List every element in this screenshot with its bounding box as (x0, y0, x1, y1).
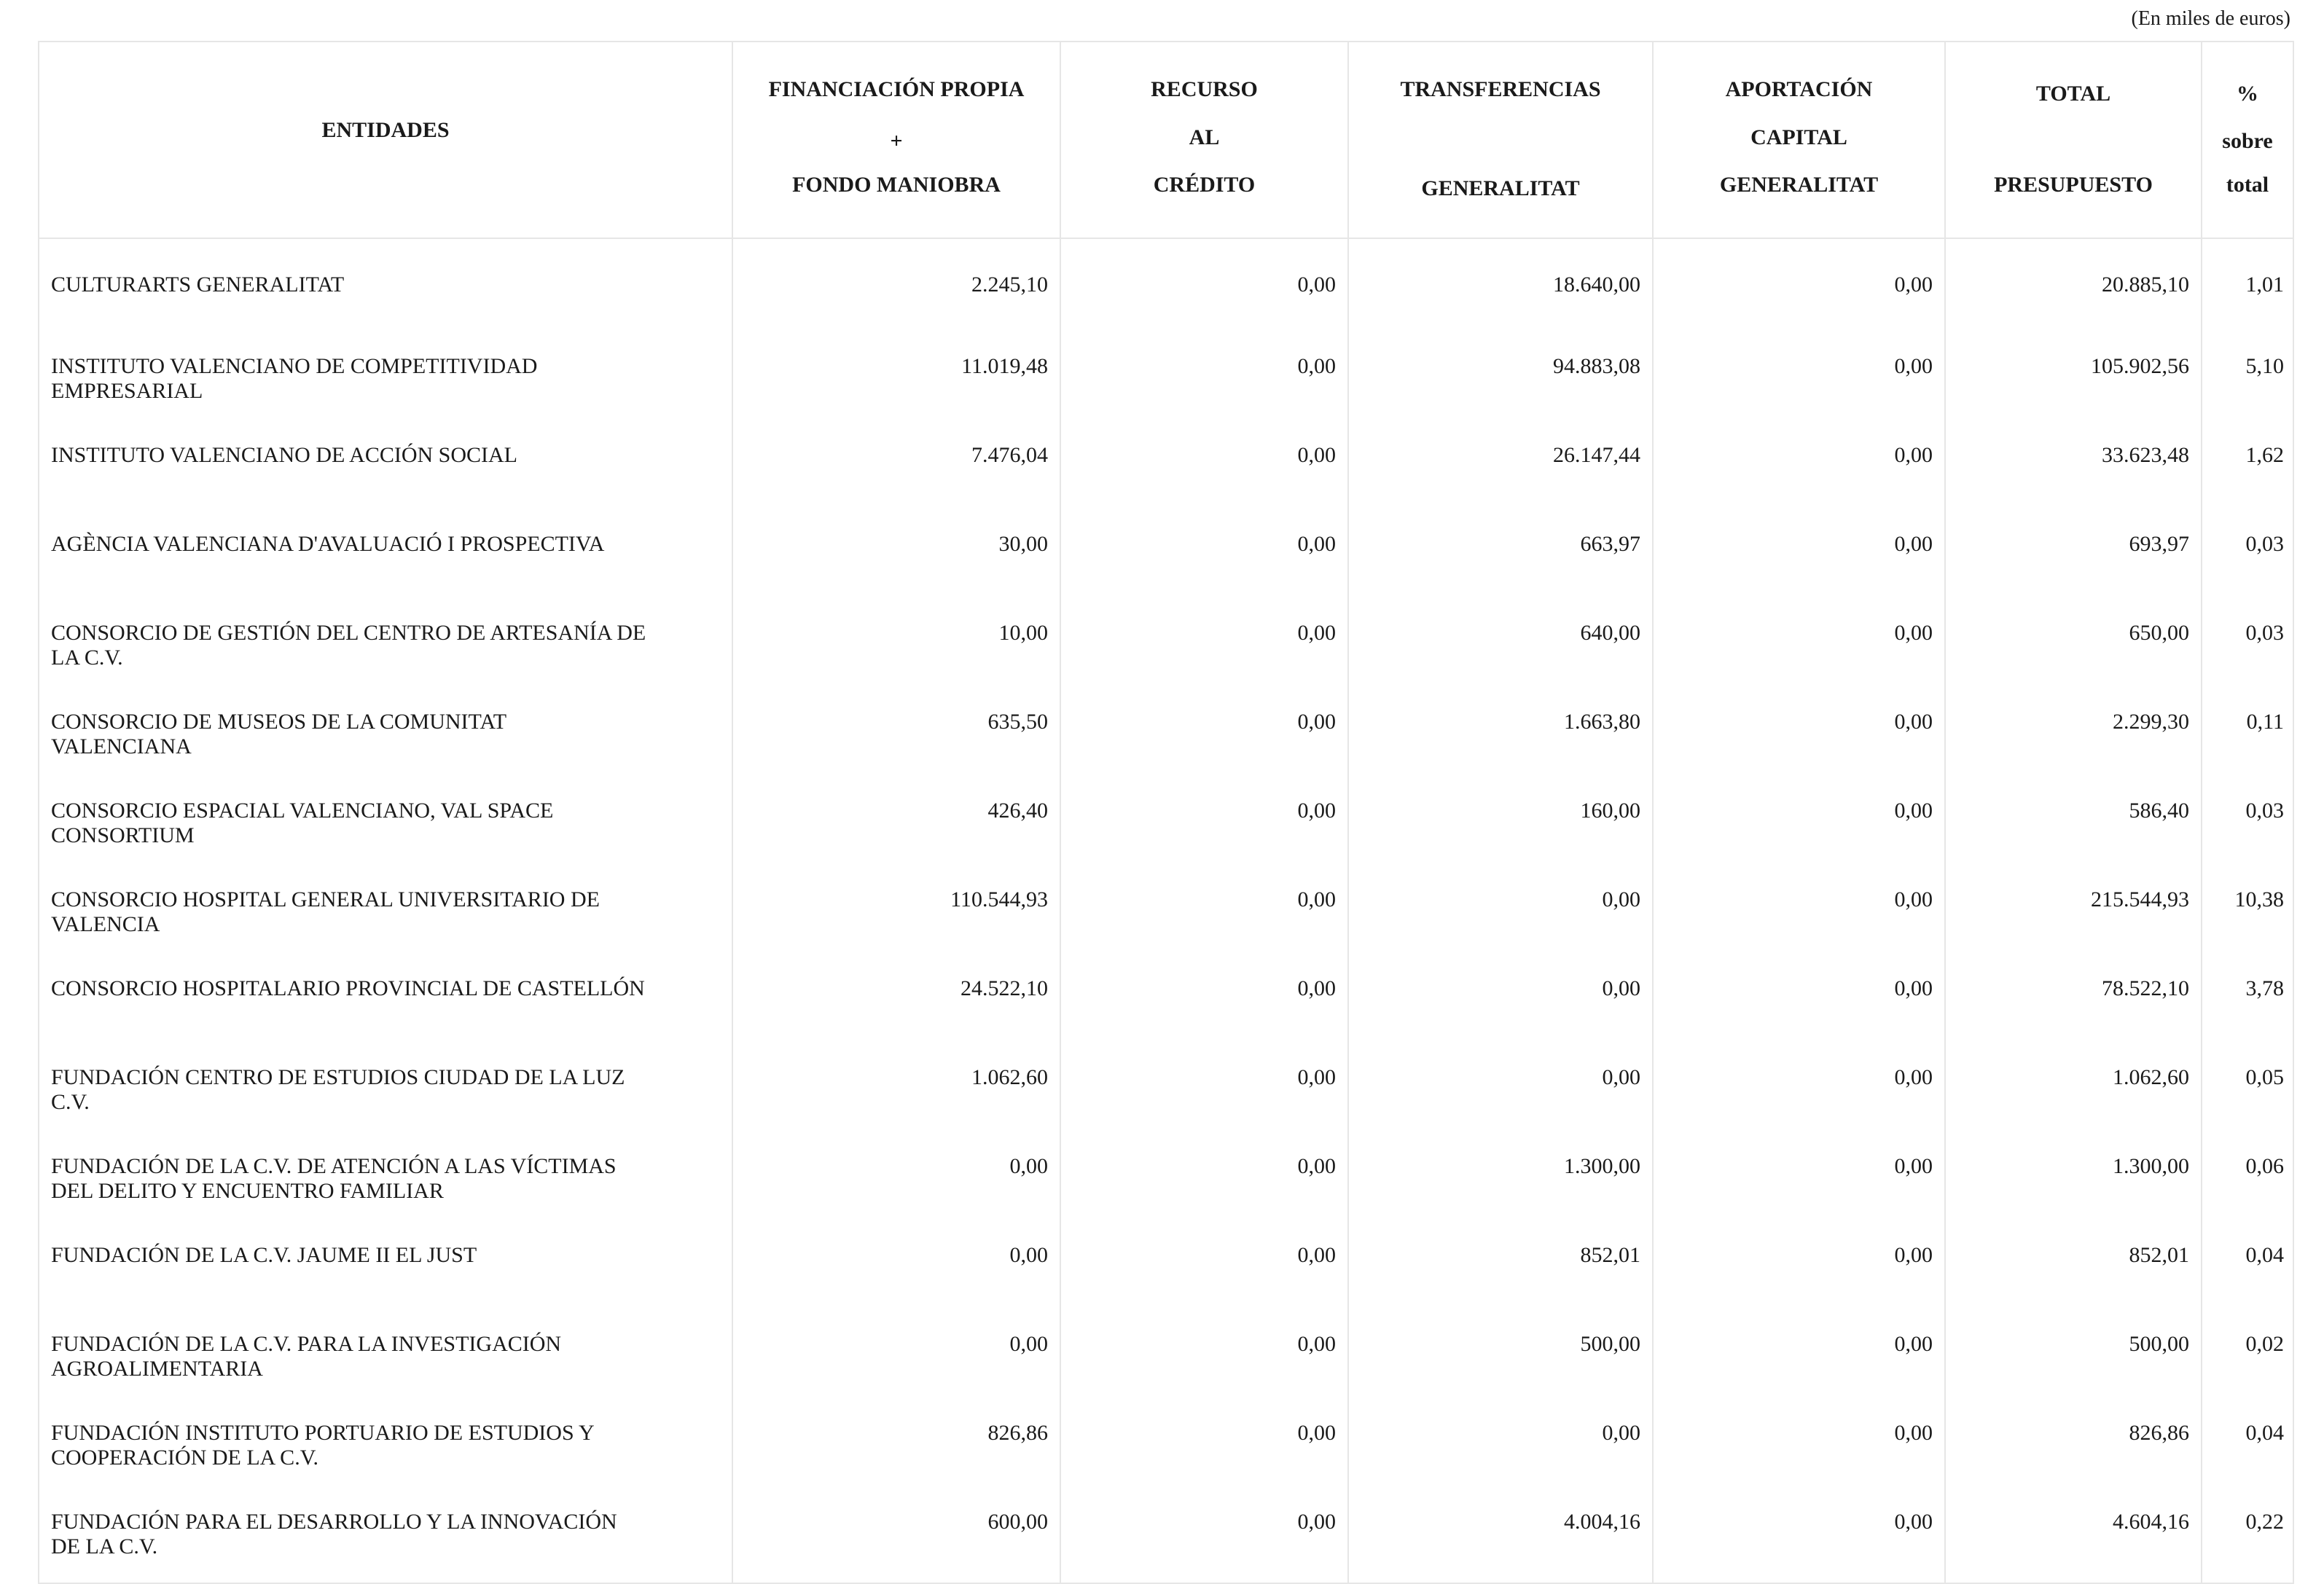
header-line: PRESUPUESTO (1994, 173, 2153, 197)
pct-cell: 0,03 (2202, 516, 2293, 605)
header-line: CAPITAL (1750, 125, 1847, 149)
recurso-cell: 0,00 (1060, 783, 1348, 871)
aportacion-cell: 0,00 (1653, 960, 1945, 1049)
financiacion-cell: 30,00 (732, 516, 1060, 605)
entity-name-cell (39, 605, 732, 694)
transferencias-cell: 160,00 (1348, 783, 1653, 871)
transferencias-cell: 500,00 (1348, 1316, 1653, 1405)
total-cell: 1.062,60 (1945, 1049, 2202, 1138)
pct-cell: 10,38 (2202, 871, 2293, 960)
header-line: GENERALITAT (1421, 176, 1580, 200)
table-row (39, 960, 2293, 1049)
recurso-cell: 0,00 (1060, 238, 1348, 338)
pct-cell: 1,62 (2202, 427, 2293, 516)
table-body (39, 238, 2293, 1583)
header-line: TOTAL (2035, 82, 2111, 106)
header-line: FINANCIACIÓN PROPIA (768, 77, 1025, 101)
total-cell: 105.902,56 (1945, 338, 2202, 427)
transferencias-cell: 0,00 (1348, 1405, 1653, 1494)
entity-name-line: C.V. (51, 1090, 90, 1114)
financiacion-cell: 0,00 (732, 1227, 1060, 1316)
table-row (39, 516, 2293, 605)
total-cell: 215.544,93 (1945, 871, 2202, 960)
aportacion-cell: 0,00 (1653, 1138, 1945, 1227)
recurso-cell: 0,00 (1060, 1138, 1348, 1227)
total-cell: 650,00 (1945, 605, 2202, 694)
transferencias-cell: 1.300,00 (1348, 1138, 1653, 1227)
col-header-transferencias (1348, 42, 1653, 238)
entity-name-line: CONSORTIUM (51, 823, 195, 847)
table-row (39, 1049, 2293, 1138)
entity-name-line: DE LA C.V. (51, 1534, 158, 1558)
financiacion-cell: 0,00 (732, 1138, 1060, 1227)
entity-name-line: FUNDACIÓN INSTITUTO PORTUARIO DE ESTUDIOS Y (51, 1421, 595, 1445)
budget-table (38, 41, 2294, 1584)
financiacion-cell: 426,40 (732, 783, 1060, 871)
transferencias-cell: 0,00 (1348, 1049, 1653, 1138)
entity-name-line: CULTURARTS GENERALITAT (51, 273, 345, 297)
header-line: + (890, 129, 903, 153)
recurso-cell: 0,00 (1060, 1405, 1348, 1494)
table-row (39, 1405, 2293, 1494)
aportacion-cell: 0,00 (1653, 1316, 1945, 1405)
recurso-cell: 0,00 (1060, 960, 1348, 1049)
recurso-cell: 0,00 (1060, 1227, 1348, 1316)
table-row (39, 1494, 2293, 1583)
header-line: ENTIDADES (321, 118, 450, 142)
total-cell: 500,00 (1945, 1316, 2202, 1405)
aportacion-cell: 0,00 (1653, 1405, 1945, 1494)
header-line: APORTACIÓN (1725, 77, 1873, 101)
entity-name-cell (39, 783, 732, 871)
entity-name-line: CONSORCIO HOSPITALARIO PROVINCIAL DE CASTELLÓN (51, 976, 645, 1000)
pct-cell: 0,22 (2202, 1494, 2293, 1583)
transferencias-cell: 26.147,44 (1348, 427, 1653, 516)
table-row (39, 238, 2293, 338)
financiacion-cell: 0,00 (732, 1316, 1060, 1405)
table-row (39, 1316, 2293, 1405)
total-cell: 78.522,10 (1945, 960, 2202, 1049)
entity-name-line: INSTITUTO VALENCIANO DE ACCIÓN SOCIAL (51, 443, 518, 467)
header-line: AL (1189, 125, 1220, 149)
unit-note: (En miles de euros) (2131, 7, 2290, 30)
aportacion-cell: 0,00 (1653, 338, 1945, 427)
entity-name-line: DEL DELITO Y ENCUENTRO FAMILIAR (51, 1179, 444, 1203)
entity-name-line: LA C.V. (51, 646, 123, 670)
entity-name-cell (39, 960, 732, 1049)
total-cell: 826,86 (1945, 1405, 2202, 1494)
col-header-pct (2202, 42, 2293, 238)
transferencias-cell: 94.883,08 (1348, 338, 1653, 427)
transferencias-cell: 852,01 (1348, 1227, 1653, 1316)
total-cell: 1.300,00 (1945, 1138, 2202, 1227)
financiacion-cell: 11.019,48 (732, 338, 1060, 427)
transferencias-cell: 18.640,00 (1348, 238, 1653, 338)
aportacion-cell: 0,00 (1653, 1049, 1945, 1138)
total-cell: 693,97 (1945, 516, 2202, 605)
entity-name-line: AGÈNCIA VALENCIANA D'AVALUACIÓ I PROSPECTIVA (51, 532, 605, 556)
total-cell: 586,40 (1945, 783, 2202, 871)
table-row (39, 783, 2293, 871)
entity-name-line: VALENCIANA (51, 734, 192, 758)
entity-name-line: FUNDACIÓN CENTRO DE ESTUDIOS CIUDAD DE LA LUZ (51, 1065, 625, 1089)
pct-cell: 3,78 (2202, 960, 2293, 1049)
header-line: total (2226, 173, 2269, 197)
entity-name-line: CONSORCIO DE MUSEOS DE LA COMUNITAT (51, 710, 507, 734)
entity-name-cell (39, 1316, 732, 1405)
financiacion-cell: 1.062,60 (732, 1049, 1060, 1138)
col-header-financiacion (732, 42, 1060, 238)
transferencias-cell: 0,00 (1348, 960, 1653, 1049)
financiacion-cell: 826,86 (732, 1405, 1060, 1494)
entity-name-line: CONSORCIO HOSPITAL GENERAL UNIVERSITARIO DE (51, 887, 600, 911)
aportacion-cell: 0,00 (1653, 1494, 1945, 1583)
table-row (39, 694, 2293, 783)
pct-cell: 0,02 (2202, 1316, 2293, 1405)
entity-name-cell (39, 1227, 732, 1316)
financiacion-cell: 600,00 (732, 1494, 1060, 1583)
entity-name-cell (39, 238, 732, 338)
table-row (39, 427, 2293, 516)
entity-name-line: CONSORCIO ESPACIAL VALENCIANO, VAL SPACE (51, 799, 554, 823)
pct-cell: 0,06 (2202, 1138, 2293, 1227)
financiacion-cell: 635,50 (732, 694, 1060, 783)
financiacion-cell: 2.245,10 (732, 238, 1060, 338)
col-header-total (1945, 42, 2202, 238)
aportacion-cell: 0,00 (1653, 871, 1945, 960)
entity-name-line: FUNDACIÓN DE LA C.V. PARA LA INVESTIGACIÓN (51, 1332, 562, 1356)
entity-name-line: FUNDACIÓN DE LA C.V. DE ATENCIÓN A LAS VÍCTIMAS (51, 1154, 617, 1178)
entity-name-line: CONSORCIO DE GESTIÓN DEL CENTRO DE ARTESANÍA DE (51, 621, 646, 645)
total-cell: 33.623,48 (1945, 427, 2202, 516)
col-header-recurso (1060, 42, 1348, 238)
transferencias-cell: 663,97 (1348, 516, 1653, 605)
table-row (39, 871, 2293, 960)
entity-name-cell (39, 516, 732, 605)
aportacion-cell: 0,00 (1653, 427, 1945, 516)
header-line: % (2237, 82, 2258, 106)
total-cell: 4.604,16 (1945, 1494, 2202, 1583)
entity-name-cell (39, 427, 732, 516)
entity-name-cell (39, 1405, 732, 1494)
entity-name-cell (39, 1494, 732, 1583)
recurso-cell: 0,00 (1060, 516, 1348, 605)
entity-name-line: EMPRESARIAL (51, 379, 203, 403)
header-line: TRANSFERENCIAS (1400, 77, 1601, 101)
recurso-cell: 0,00 (1060, 1494, 1348, 1583)
entity-name-line: FUNDACIÓN PARA EL DESARROLLO Y LA INNOVACIÓN (51, 1510, 617, 1534)
entity-name-cell (39, 871, 732, 960)
header-line: GENERALITAT (1719, 173, 1879, 197)
entity-name-cell (39, 338, 732, 427)
recurso-cell: 0,00 (1060, 1049, 1348, 1138)
header-line: FONDO MANIOBRA (792, 173, 1001, 197)
aportacion-cell: 0,00 (1653, 694, 1945, 783)
col-header-entidades (39, 42, 732, 238)
entity-name-cell (39, 1138, 732, 1227)
aportacion-cell: 0,00 (1653, 783, 1945, 871)
header-row (39, 42, 2293, 238)
aportacion-cell: 0,00 (1653, 516, 1945, 605)
pct-cell: 0,05 (2202, 1049, 2293, 1138)
entity-name-line: COOPERACIÓN DE LA C.V. (51, 1446, 318, 1470)
financiacion-cell: 7.476,04 (732, 427, 1060, 516)
entity-name-line: FUNDACIÓN DE LA C.V. JAUME II EL JUST (51, 1243, 477, 1267)
entity-name-cell (39, 694, 732, 783)
recurso-cell: 0,00 (1060, 1316, 1348, 1405)
pct-cell: 0,03 (2202, 605, 2293, 694)
header-line: RECURSO (1151, 77, 1258, 101)
entity-name-line: AGROALIMENTARIA (51, 1357, 263, 1381)
pct-cell: 0,04 (2202, 1227, 2293, 1316)
total-cell: 2.299,30 (1945, 694, 2202, 783)
financiacion-cell: 24.522,10 (732, 960, 1060, 1049)
header-line: sobre (2222, 129, 2273, 153)
header-line: CRÉDITO (1153, 173, 1256, 197)
table-row (39, 1138, 2293, 1227)
pct-cell: 0,11 (2202, 694, 2293, 783)
aportacion-cell: 0,00 (1653, 238, 1945, 338)
transferencias-cell: 640,00 (1348, 605, 1653, 694)
entity-name-line: INSTITUTO VALENCIANO DE COMPETITIVIDAD (51, 354, 538, 378)
pct-cell: 5,10 (2202, 338, 2293, 427)
total-cell: 20.885,10 (1945, 238, 2202, 338)
table-row (39, 338, 2293, 427)
transferencias-cell: 4.004,16 (1348, 1494, 1653, 1583)
entity-name-line: VALENCIA (51, 912, 160, 936)
pct-cell: 1,01 (2202, 238, 2293, 338)
recurso-cell: 0,00 (1060, 605, 1348, 694)
table-row (39, 605, 2293, 694)
recurso-cell: 0,00 (1060, 427, 1348, 516)
transferencias-cell: 0,00 (1348, 871, 1653, 960)
recurso-cell: 0,00 (1060, 694, 1348, 783)
aportacion-cell: 0,00 (1653, 605, 1945, 694)
table-row (39, 1227, 2293, 1316)
total-cell: 852,01 (1945, 1227, 2202, 1316)
financiacion-cell: 110.544,93 (732, 871, 1060, 960)
recurso-cell: 0,00 (1060, 338, 1348, 427)
transferencias-cell: 1.663,80 (1348, 694, 1653, 783)
pct-cell: 0,03 (2202, 783, 2293, 871)
entity-name-cell (39, 1049, 732, 1138)
financiacion-cell: 10,00 (732, 605, 1060, 694)
aportacion-cell: 0,00 (1653, 1227, 1945, 1316)
recurso-cell: 0,00 (1060, 871, 1348, 960)
col-header-aportacion (1653, 42, 1945, 238)
pct-cell: 0,04 (2202, 1405, 2293, 1494)
